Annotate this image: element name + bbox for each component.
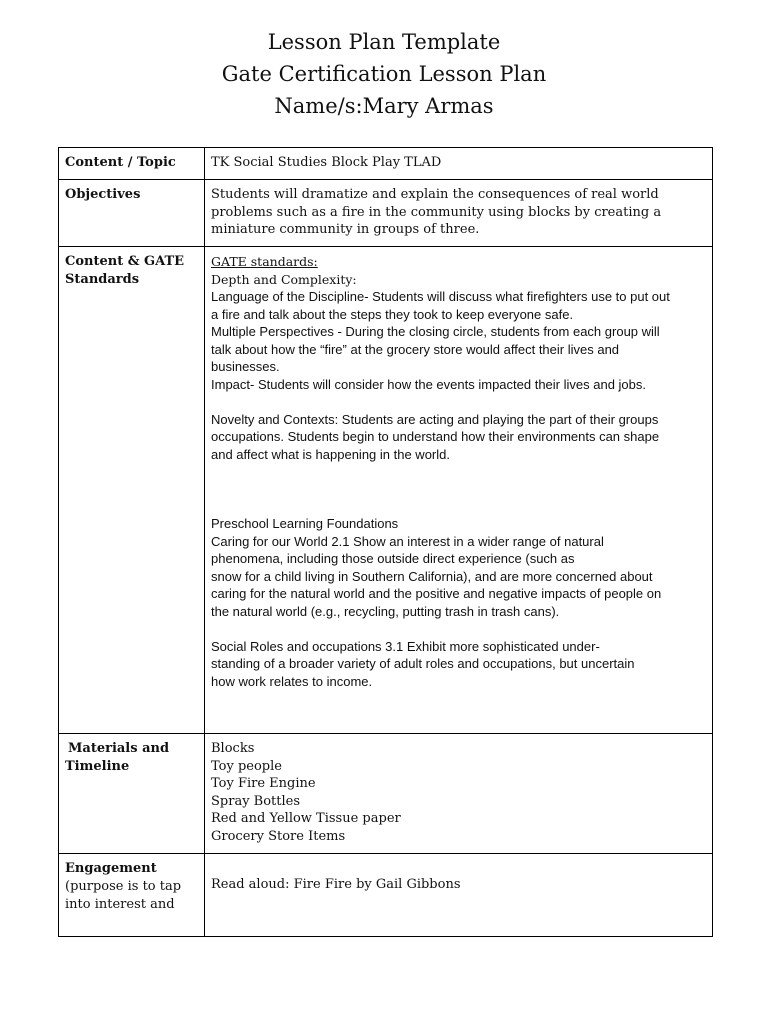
document-title: Lesson Plan Template bbox=[267, 30, 501, 54]
standards-line: and affect what is happening in the world. bbox=[211, 446, 450, 462]
standards-block-2 bbox=[211, 411, 706, 464]
lesson-plan-table bbox=[58, 147, 713, 937]
table-row bbox=[59, 854, 713, 937]
standards-line: phenomena, including those outside direct experience (such as bbox=[211, 551, 575, 566]
gate-standards-heading: GATE standards: bbox=[211, 254, 318, 269]
materials-item: Spray Bottles bbox=[211, 793, 301, 809]
document-header bbox=[0, 26, 768, 122]
engagement-label bbox=[59, 854, 205, 937]
standards-line: the natural world (e.g., recycling, putting trash in trash cans). bbox=[211, 603, 560, 619]
standards-line: standing of a broader variety of adult roles and occupations, but uncertain bbox=[211, 656, 635, 671]
standards-block-3 bbox=[211, 515, 706, 620]
standards-label-line: Standards bbox=[65, 272, 140, 287]
standards-line: Impact- Students will consider how the events impacted their lives and jobs. bbox=[211, 376, 646, 392]
topic-label: Content / Topic bbox=[59, 148, 205, 180]
topic-value: TK Social Studies Block Play TLAD bbox=[205, 148, 713, 180]
engagement-label-note: into interest and bbox=[65, 897, 175, 912]
objectives-value bbox=[205, 180, 713, 247]
table-row bbox=[59, 734, 713, 854]
table-row bbox=[59, 180, 713, 247]
standards-line: caring for the natural world and the positive and negative impacts of people on bbox=[211, 586, 662, 601]
standards-label bbox=[59, 247, 205, 734]
materials-label-line: Timeline bbox=[65, 759, 130, 774]
objectives-line: Students will dramatize and explain the consequences of real world bbox=[211, 187, 659, 202]
standards-line: Multiple Perspectives - During the closing circle, students from each group will bbox=[211, 324, 660, 339]
standards-block-1 bbox=[211, 288, 706, 393]
standards-line: occupations. Students begin to understand how their environments can shape bbox=[211, 429, 660, 444]
standards-line: Caring for our World 2.1 Show an interest in a wider range of natural bbox=[211, 533, 604, 549]
standards-line: a fire and talk about the steps they took to keep everyone safe. bbox=[211, 306, 574, 322]
standards-line: Preschool Learning Foundations bbox=[211, 516, 399, 531]
standards-line: talk about how the “fire” at the grocery store would affect their lives and bbox=[211, 341, 620, 357]
standards-line: Social Roles and occupations 3.1 Exhibit more sophisticated under- bbox=[211, 638, 600, 654]
document-subtitle: Gate Certification Lesson Plan bbox=[221, 62, 547, 86]
standards-line: Novelty and Contexts: Students are acting and playing the part of their groups bbox=[211, 411, 659, 427]
materials-item: Red and Yellow Tissue paper bbox=[211, 811, 401, 826]
materials-label bbox=[59, 734, 205, 854]
table-row bbox=[59, 148, 713, 180]
engagement-value: Read aloud: Fire Fire by Gail Gibbons bbox=[205, 854, 713, 937]
materials-item: Blocks bbox=[211, 741, 255, 756]
standards-line: businesses. bbox=[211, 359, 280, 374]
standards-label-line: Content & GATE bbox=[65, 254, 185, 269]
standards-line: how work relates to income. bbox=[211, 673, 373, 689]
standards-line: snow for a child living in Southern California), and are more concerned about bbox=[211, 568, 653, 584]
materials-value bbox=[205, 734, 713, 854]
objectives-line: problems such as a fire in the community using blocks by creating a bbox=[211, 204, 662, 220]
materials-item: Grocery Store Items bbox=[211, 828, 346, 844]
author-name: Name/s:Mary Armas bbox=[274, 94, 494, 118]
materials-label-line: Materials and bbox=[68, 741, 170, 756]
standards-value bbox=[205, 247, 713, 734]
standards-line: Language of the Discipline- Students will discuss what firefighters use to put out bbox=[211, 289, 670, 304]
depth-complexity-heading: Depth and Complexity: bbox=[211, 271, 357, 287]
engagement-label-title: Engagement bbox=[65, 861, 157, 876]
objectives-label: Objectives bbox=[59, 180, 205, 247]
objectives-line: miniature community in groups of three. bbox=[211, 222, 480, 237]
materials-item: Toy people bbox=[211, 758, 282, 774]
engagement-label-note: (purpose is to tap bbox=[65, 879, 182, 894]
table-row bbox=[59, 247, 713, 734]
materials-item: Toy Fire Engine bbox=[211, 776, 316, 791]
standards-block-4 bbox=[211, 638, 706, 691]
